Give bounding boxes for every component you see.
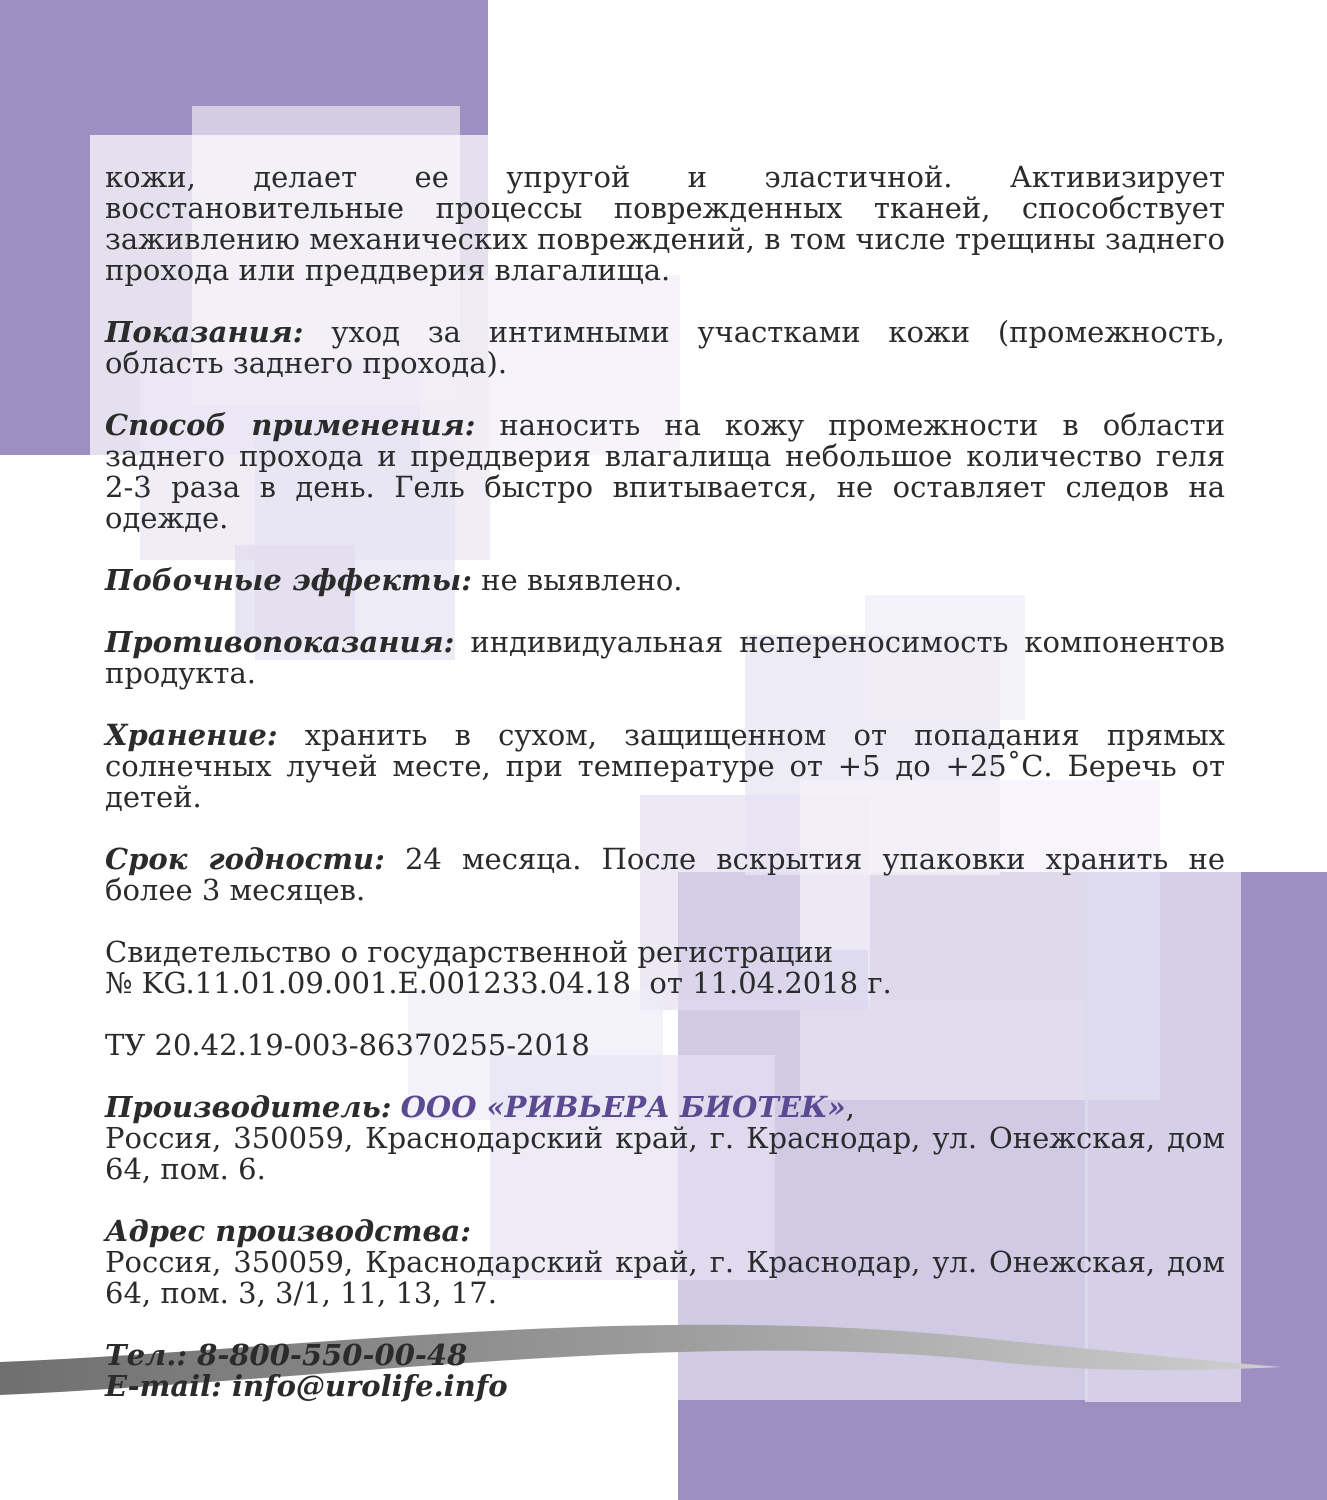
manufacturer-address: Россия, 350059, Краснодарский край, г. Краснодар, ул. Онежская, дом 64, пом. 6. — [105, 1121, 1225, 1186]
side-effects-text: не выявлено. — [471, 563, 683, 597]
usage-paragraph — [105, 410, 1225, 534]
storage-paragraph — [105, 720, 1225, 813]
registration-line-1: Свидетельство о государственной регистрации — [105, 935, 834, 969]
manufacturer-paragraph — [105, 1092, 1225, 1185]
production-address-label: Адрес производства: — [105, 1214, 471, 1248]
contraindications-label: Противопоказания: — [105, 625, 455, 659]
registration-number: № KG.11.01.09.001.Е.001233.04.18 от 11.04.2018 г. — [105, 966, 892, 1000]
contraindications-text: индивидуальная непереносимость компонентов продукта. — [105, 625, 1225, 690]
shelf-life-paragraph — [105, 844, 1225, 906]
production-address-text: Россия, 350059, Краснодарский край, г. Краснодар, ул. Онежская, дом 64, пом. 3, 3/1, 11, 13, 17. — [105, 1245, 1225, 1310]
intro-paragraph: кожи, делает ее упругой и эластичной. Активизирует восстановительные процессы поврежденных тканей, способствует заживлению механических повреждений, в том числе трещины заднего прохода или преддверия влагалища. — [105, 160, 1225, 287]
phone-text: Тел.: 8-800-550-00-48 — [105, 1338, 468, 1372]
document-body — [105, 162, 1225, 1402]
usage-label: Способ применения: — [105, 408, 476, 442]
production-address-paragraph — [105, 1216, 1225, 1309]
usage-text: наносить на кожу промежности в области заднего прохода и преддверия влагалища небольшое количество геля 2-3 раза в день. Гель быстро впитывается, не оставляет следов на одежде. — [105, 408, 1225, 535]
contraindications-paragraph — [105, 627, 1225, 689]
email-text: E-mail: info@urolife.info — [105, 1369, 508, 1403]
manufacturer-name: ООО «РИВЬЕРА БИОТЕК» — [400, 1090, 846, 1124]
storage-label: Хранение: — [105, 718, 278, 752]
storage-text: хранить в сухом, защищенном от попадания прямых солнечных лучей месте, при температуре от +5 до +25˚С. Беречь от детей. — [105, 718, 1225, 814]
shelf-life-text: 24 месяца. После вскрытия упаковки хранить не более 3 месяцев. — [105, 842, 1225, 907]
side-effects-label: Побочные эффекты: — [105, 563, 472, 597]
side-effects-paragraph — [105, 565, 1225, 596]
indications-label: Показания: — [105, 315, 304, 349]
manufacturer-label: Производитель: — [105, 1090, 392, 1124]
contacts-block — [105, 1340, 1225, 1402]
indications-text: уход за интимными участками кожи (промежность, область заднего прохода). — [105, 315, 1225, 380]
indications-paragraph — [105, 317, 1225, 379]
registration-paragraph — [105, 937, 1225, 999]
tu-paragraph: ТУ 20.42.19-003-86370255-2018 — [105, 1028, 590, 1062]
shelf-life-label: Срок годности: — [105, 842, 385, 876]
manufacturer-comma: , — [845, 1090, 855, 1124]
